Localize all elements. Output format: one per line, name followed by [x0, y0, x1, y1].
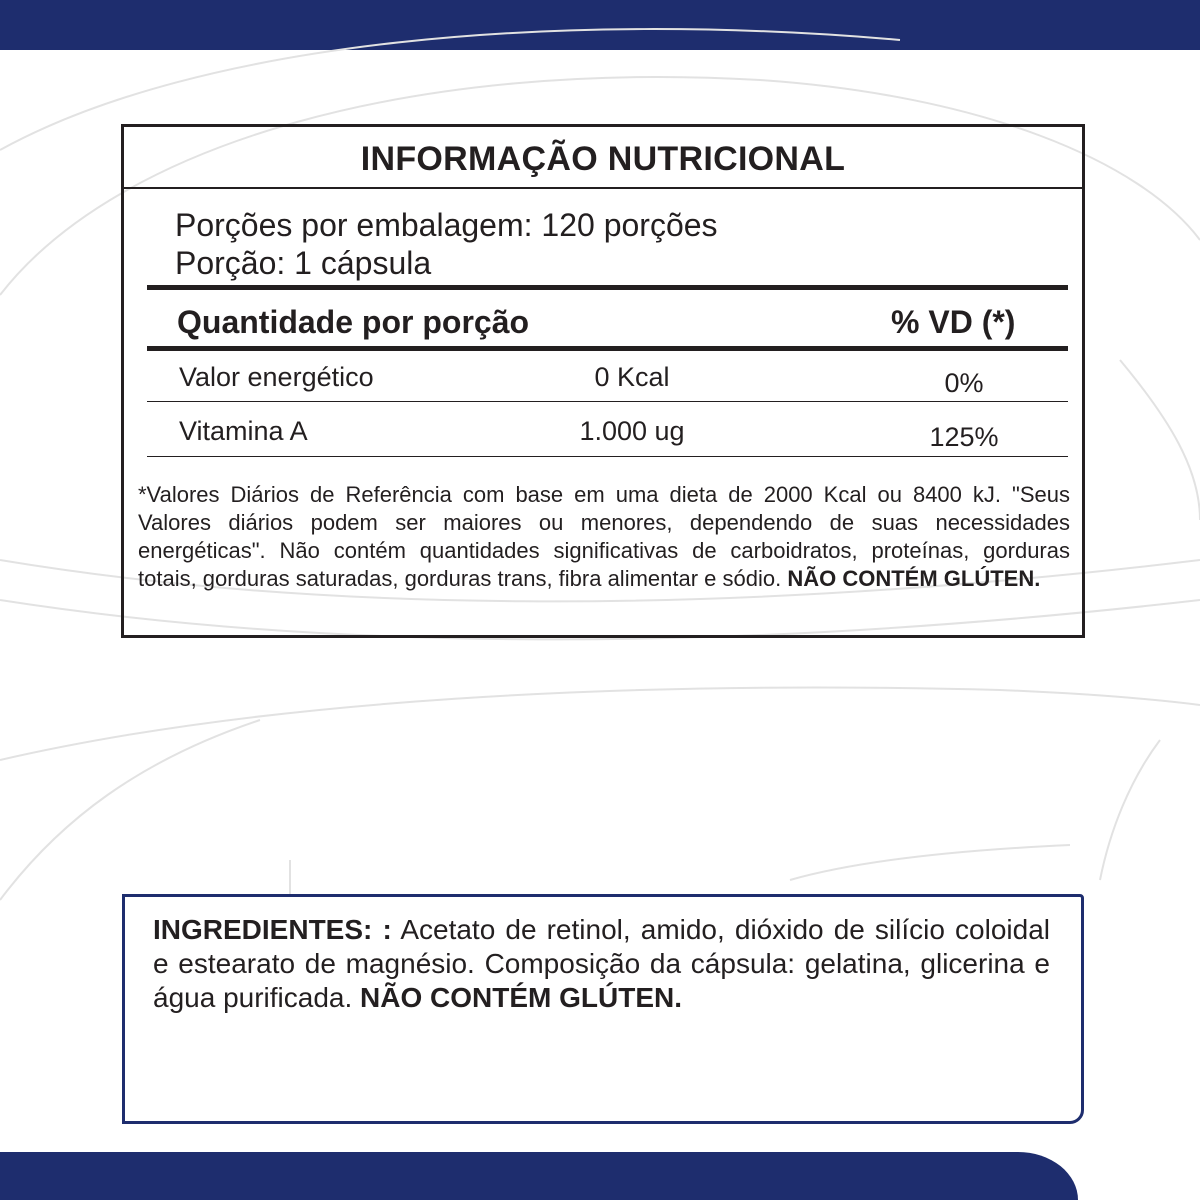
ingredients-paragraph: [153, 913, 1050, 1015]
header-daily-value: % VD (*): [891, 304, 1016, 340]
footnote-text: *Valores Diários de Referência com base em uma dieta de 2000 Kcal ou 8400 kJ. "Seus Valores diários podem ser maiores ou menores, dependendo de suas necessidades energéticas". Não contém quantidades significativas de carboidratos, proteínas, gorduras totais, gorduras saturadas, gorduras trans, fibra alimentar e sódio.: [138, 482, 1070, 591]
nutrition-title: INFORMAÇÃO NUTRICIONAL: [124, 127, 1082, 189]
ingredients-gluten-note: NÃO CONTÉM GLÚTEN.: [360, 982, 683, 1013]
nutrient-daily-value: 0%: [944, 368, 984, 398]
nutrient-amount: 0 Kcal: [594, 362, 670, 392]
divider-thick: [147, 285, 1068, 290]
ingredients-list: Acetato de retinol, amido, dióxido de silício coloidal e estearato de magnésio. Composição da cápsula: gelatina, glicerina e água purificada.: [153, 914, 1050, 1013]
divider-thick: [147, 346, 1068, 351]
nutrition-facts-panel: [121, 124, 1085, 638]
gluten-free-note: NÃO CONTÉM GLÚTEN.: [787, 566, 1041, 591]
ingredients-panel: [122, 894, 1084, 1124]
bottom-brand-band: [0, 1152, 1078, 1200]
row-divider: [147, 401, 1068, 402]
nutrient-name: Valor energético: [179, 362, 374, 392]
ingredients-label: INGREDIENTES: :: [153, 914, 392, 945]
servings-per-package: Porções por embalagem: 120 porções: [175, 207, 718, 243]
daily-value-footnote: [138, 481, 1070, 593]
nutrient-name: Vitamina A: [179, 416, 308, 446]
row-divider: [147, 456, 1068, 457]
header-quantity-per-serving: Quantidade por porção: [177, 304, 530, 340]
serving-size: Porção: 1 cápsula: [175, 245, 432, 281]
nutrient-daily-value: 125%: [929, 422, 999, 452]
nutrient-amount: 1.000 ug: [579, 416, 685, 446]
